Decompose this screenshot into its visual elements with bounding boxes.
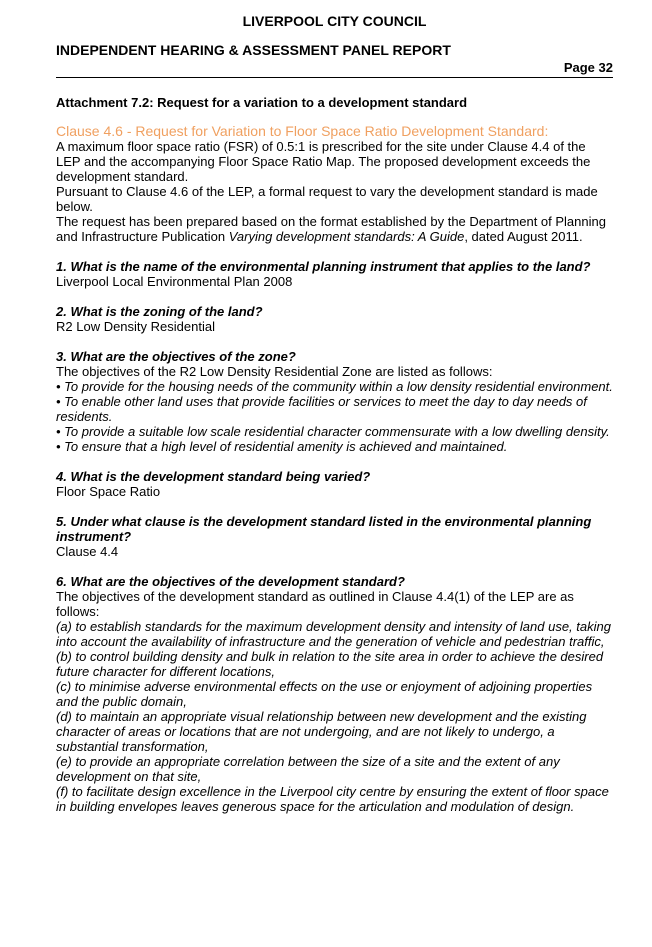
zone-objective-1: • To provide for the housing needs of the community within a low density residential environment.	[56, 379, 613, 394]
answer-6-intro: The objectives of the development standard as outlined in Clause 4.4(1) of the LEP are as follows:	[56, 589, 574, 619]
panel-title: INDEPENDENT HEARING & ASSESSMENT PANEL REPORT	[56, 42, 451, 58]
question-3: 3. What are the objectives of the zone?	[56, 349, 296, 364]
publication-title: Varying development standards: A Guide	[228, 229, 465, 244]
intro-paragraph-2: Pursuant to Clause 4.6 of the LEP, a formal request to vary the development standard is made below.	[56, 184, 598, 214]
intro-paragraph-3	[56, 214, 613, 244]
report-page	[56, 13, 613, 814]
intro-p3-start: The request has been prepared based on the format established by the Department of Planning and Infrastructure Publication	[56, 214, 606, 244]
standard-objective-a: (a) to establish standards for the maximum development density and intensity of land use, taking into account the availability of infrastructure and the generation of vehicle and pedestrian traffic,	[56, 619, 611, 649]
intro-paragraph-1: A maximum floor space ratio (FSR) of 0.5:1 is prescribed for the site under Clause 4.4 of the LEP and the accompanying Floor Space Ratio Map. The proposed development exceeds the development standard.	[56, 139, 591, 184]
answer-2: R2 Low Density Residential	[56, 319, 215, 334]
page-number: Page 32	[563, 60, 613, 75]
question-4: 4. What is the development standard being varied?	[56, 469, 371, 484]
question-6: 6. What are the objectives of the development standard?	[56, 574, 405, 589]
clause-heading: Clause 4.6 - Request for Variation to Floor Space Ratio Development Standard:	[56, 123, 549, 139]
zone-objective-4: • To ensure that a high level of residential amenity is achieved and maintained.	[56, 439, 508, 454]
zone-objective-3: • To provide a suitable low scale residential character commensurate with a low dwelling density.	[56, 424, 610, 439]
attachment-title: Attachment 7.2: Request for a variation to a development standard	[56, 95, 468, 110]
report-body	[56, 124, 613, 814]
intro-p3-end: , dated August 2011.	[464, 229, 583, 244]
header-rule	[56, 59, 613, 78]
standard-objective-d: (d) to maintain an appropriate visual relationship between new development and the existing character of areas or locations that are not undergoing, and are not likely to undergo, a substantial transformation,	[56, 709, 587, 754]
question-1: 1. What is the name of the environmental planning instrument that applies to the land?	[56, 259, 591, 274]
answer-4: Floor Space Ratio	[56, 484, 161, 499]
council-title: LIVERPOOL CITY COUNCIL	[242, 13, 427, 29]
question-2: 2. What is the zoning of the land?	[56, 304, 263, 319]
standard-objective-c: (c) to minimise adverse environmental effects on the use or enjoyment of adjoining properties and the public domain,	[56, 679, 593, 709]
answer-5: Clause 4.4	[56, 544, 119, 559]
zone-objective-2: • To enable other land uses that provide facilities or services to meet the day to day needs of residents.	[56, 394, 587, 424]
standard-objective-e: (e) to provide an appropriate correlation between the size of a site and the extent of any development on that site,	[56, 754, 560, 784]
question-5: 5. Under what clause is the development standard listed in the environmental planning instrument?	[56, 514, 592, 544]
standard-objective-f: (f) to facilitate design excellence in the Liverpool city centre by ensuring the extent of floor space in building envelopes leaves generous space for the articulation and modulation of design.	[56, 784, 609, 814]
answer-1: Liverpool Local Environmental Plan 2008	[56, 274, 293, 289]
standard-objective-b: (b) to control building density and bulk in relation to the site area in order to achieve the desired future character for different locations,	[56, 649, 604, 679]
answer-3-intro: The objectives of the R2 Low Density Residential Zone are listed as follows:	[56, 364, 493, 379]
